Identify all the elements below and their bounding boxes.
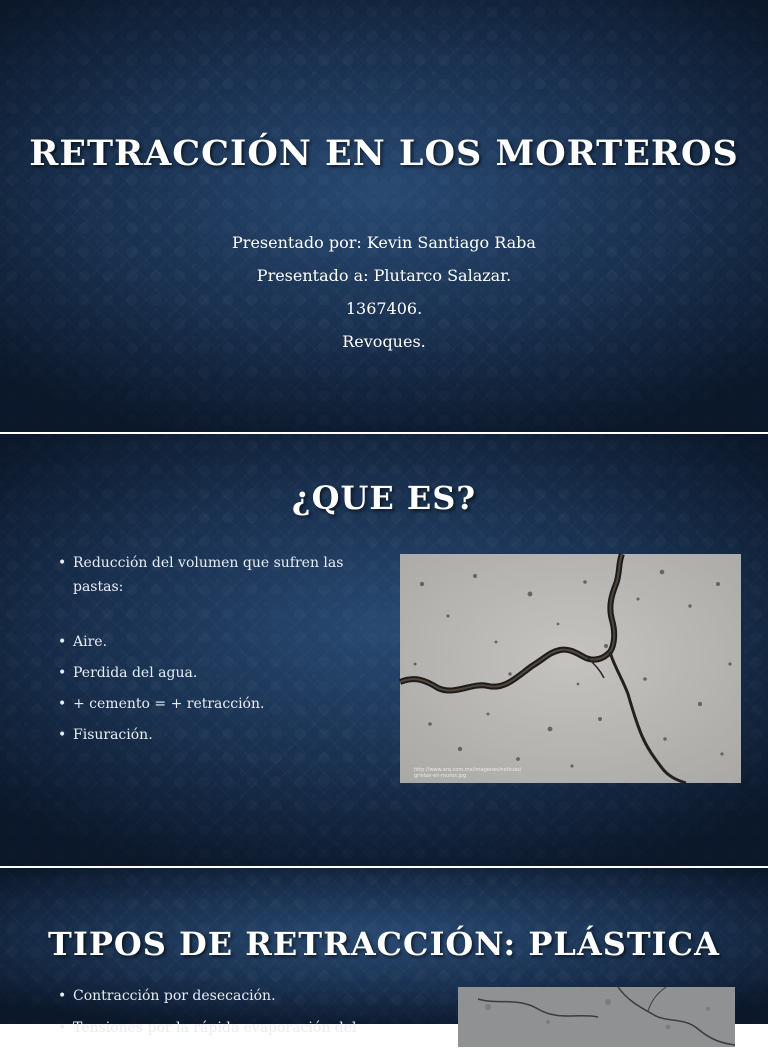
presenter-info xyxy=(0,230,768,362)
slide-title-heading: RETRACCIÓN EN LOS MORTEROS xyxy=(29,133,739,174)
slide-heading: ¿QUE ES? xyxy=(291,479,477,517)
presented-by-line: Presentado por: Kevin Santiago Raba xyxy=(232,233,536,252)
bullet-icon: • xyxy=(58,1020,67,1036)
surface-crack-illustration xyxy=(458,987,735,1047)
slide-plastic-shrinkage xyxy=(0,868,768,1036)
list-item-text: Contracción por desecación. xyxy=(73,988,276,1004)
list-item xyxy=(58,661,368,685)
bullet-icon: • xyxy=(58,696,67,712)
list-item-text: Perdida del agua. xyxy=(73,665,198,681)
crack-illustration xyxy=(400,554,741,783)
list-item-text: + cemento = + retracción. xyxy=(73,696,265,712)
course-line: Revoques. xyxy=(342,332,426,351)
cracked-surface-image xyxy=(458,987,735,1047)
slide-what-is xyxy=(0,434,768,866)
bullet-icon: • xyxy=(58,988,67,1004)
list-item xyxy=(58,692,368,716)
list-item xyxy=(58,1016,438,1040)
list-item xyxy=(58,984,438,1008)
list-item-text: Fisuración. xyxy=(73,727,153,743)
bullet-icon: • xyxy=(58,665,67,681)
image-caption: http://www.arq.com.mx/imagenes/noticias/grietas-en-muros.jpg xyxy=(414,767,522,779)
list-item-text: Reducción del volumen que sufren las pastas: xyxy=(73,555,344,595)
bullet-icon: • xyxy=(58,634,67,650)
bullet-icon: • xyxy=(58,727,67,743)
bullet-icon: • xyxy=(58,555,67,571)
list-item xyxy=(58,723,368,747)
cracked-concrete-image xyxy=(400,554,741,783)
list-item xyxy=(58,551,368,599)
bullet-list xyxy=(58,984,438,1048)
list-item-text: Tensiones por la rápida evaporación del xyxy=(73,1020,357,1036)
slide-heading: TIPOS DE RETRACCIÓN: PLÁSTICA xyxy=(48,925,720,963)
list-item xyxy=(58,630,368,654)
slide-title xyxy=(0,0,768,432)
list-item-text: Aire. xyxy=(73,634,108,650)
bullet-list xyxy=(58,551,368,754)
student-id-line: 1367406. xyxy=(345,299,423,318)
presented-to-line: Presentado a: Plutarco Salazar. xyxy=(256,266,512,285)
